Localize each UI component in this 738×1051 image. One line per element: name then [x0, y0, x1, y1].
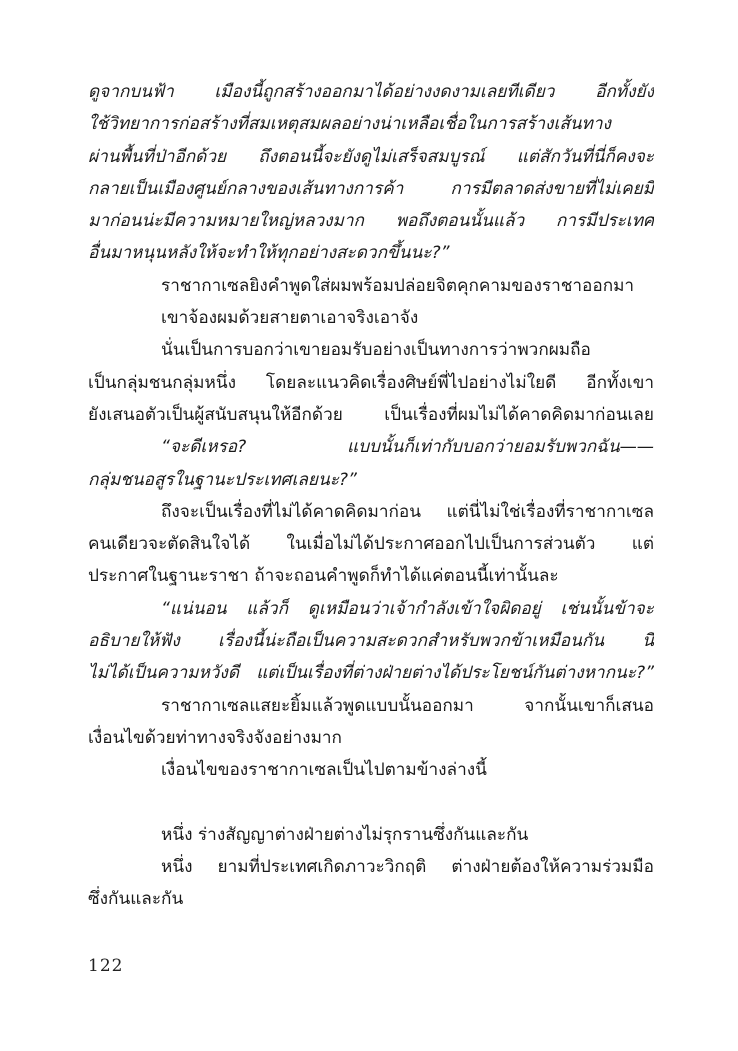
blank-line [88, 787, 654, 819]
text-line: ประกาศในฐานะราชา ถ้าจะถอนคำพูดก็ทำได้แค่ตอนนี้เท่านั้นละ [88, 566, 559, 587]
text-line: ยังเสนอตัวเป็นผู้สนับสนุนให้อีกด้วย เป็นเรื่องที่ผมไม่ได้คาดคิดมาก่อนเลย [88, 404, 654, 425]
text-line: ราชากาเซลยิงคำพูดใส่ผมพร้อมปล่อยจิตคุกคามของราชาออกมา [161, 275, 635, 296]
text-line: มาก่อนน่ะมีความหมายใหญ่หลวงมาก พอถึงตอนนั้นแล้ว การมีประเทศ [88, 211, 654, 232]
text-line: คนเดียวจะตัดสินใจได้ ในเมื่อไม่ได้ประกาศออกไปเป็นการส่วนตัว แต่ [88, 534, 654, 555]
page-number: 122 [88, 956, 124, 976]
text-line: เป็นกลุ่มชนกลุ่มหนึ่ง โดยละแนวคิดเรื่องศิษย์พี่ไปอย่างไม่ใยดี อีกทั้งเขา [88, 372, 654, 393]
text-line: หนึ่ง ร่างสัญญาต่างฝ่ายต่างไม่รุกรานซึ่งกันและกัน [161, 824, 529, 845]
text-line: กลุ่มชนอสูรในฐานะประเทศเลยนะ?” [88, 469, 357, 490]
page-body [88, 76, 654, 915]
text-line: กลายเป็นเมืองศูนย์กลางของเส้นทางการค้า การมีตลาดส่งขายที่ไม่เคยมี [88, 178, 654, 199]
text-line: เงื่อนไขด้วยท่าทางจริงจังอย่างมาก [88, 727, 342, 748]
text-line: อธิบายให้ฟัง เรื่องนี้น่ะถือเป็นความสะดวกสำหรับพวกข้าเหมือนกัน นี่ [88, 631, 654, 652]
text-line: ใช้วิทยาการก่อสร้างที่สมเหตุสมผลอย่างน่าเหลือเชื่อในการสร้างเส้นทาง [88, 114, 611, 135]
text-line: เงื่อนไขของราชากาเซลเป็นไปตามข้างล่างนี้ [161, 760, 487, 781]
text-line: ดูจากบนฟ้า เมืองนี้ถูกสร้างออกมาได้อย่างงดงามเลยทีเดียว อีกทั้งยัง [88, 82, 654, 102]
text-line: ซึ่งกันและกัน [88, 889, 184, 910]
text-line: นั่นเป็นการบอกว่าเขายอมรับอย่างเป็นทางการว่าพวกผมถือ [161, 340, 591, 361]
text-line: “แน่นอน แล้วก็ ดูเหมือนว่าเจ้ากำลังเข้าใจผิดอยู่ เช่นนั้นข้าจะ [161, 598, 654, 619]
text-line: “จะดีเหรอ? แบบนั้นก็เท่ากับบอกว่ายอมรับพวกฉัน—— [161, 437, 654, 458]
text-line: ถึงจะเป็นเรื่องที่ไม่ได้คาดคิดมาก่อน แต่นี่ไม่ใช่เรื่องที่ราชากาเซล [161, 501, 654, 522]
text-line: ไม่ได้เป็นความหวังดี แต่เป็นเรื่องที่ต่างฝ่ายต่างได้ประโยชน์กันต่างหากนะ?” [88, 663, 654, 684]
text-line: อื่นมาหนุนหลังให้จะทำให้ทุกอย่างสะดวกขึ้นนะ?” [88, 243, 450, 264]
text-line: หนึ่ง ยามที่ประเทศเกิดภาวะวิกฤติ ต่างฝ่ายต้องให้ความร่วมมือ [161, 856, 654, 877]
text-line: ผ่านพื้นที่ป่าอีกด้วย ถึงตอนนี้จะยังดูไม่เสร็จสมบูรณ์ แต่สักวันที่นี่ก็คงจะ [88, 146, 654, 167]
text-line: ราชากาเซลแสยะยิ้มแล้วพูดแบบนั้นออกมา จากนั้นเขาก็เสนอ [161, 695, 654, 716]
text-line: เขาจ้องผมด้วยสายตาเอาจริงเอาจัง [161, 308, 419, 329]
